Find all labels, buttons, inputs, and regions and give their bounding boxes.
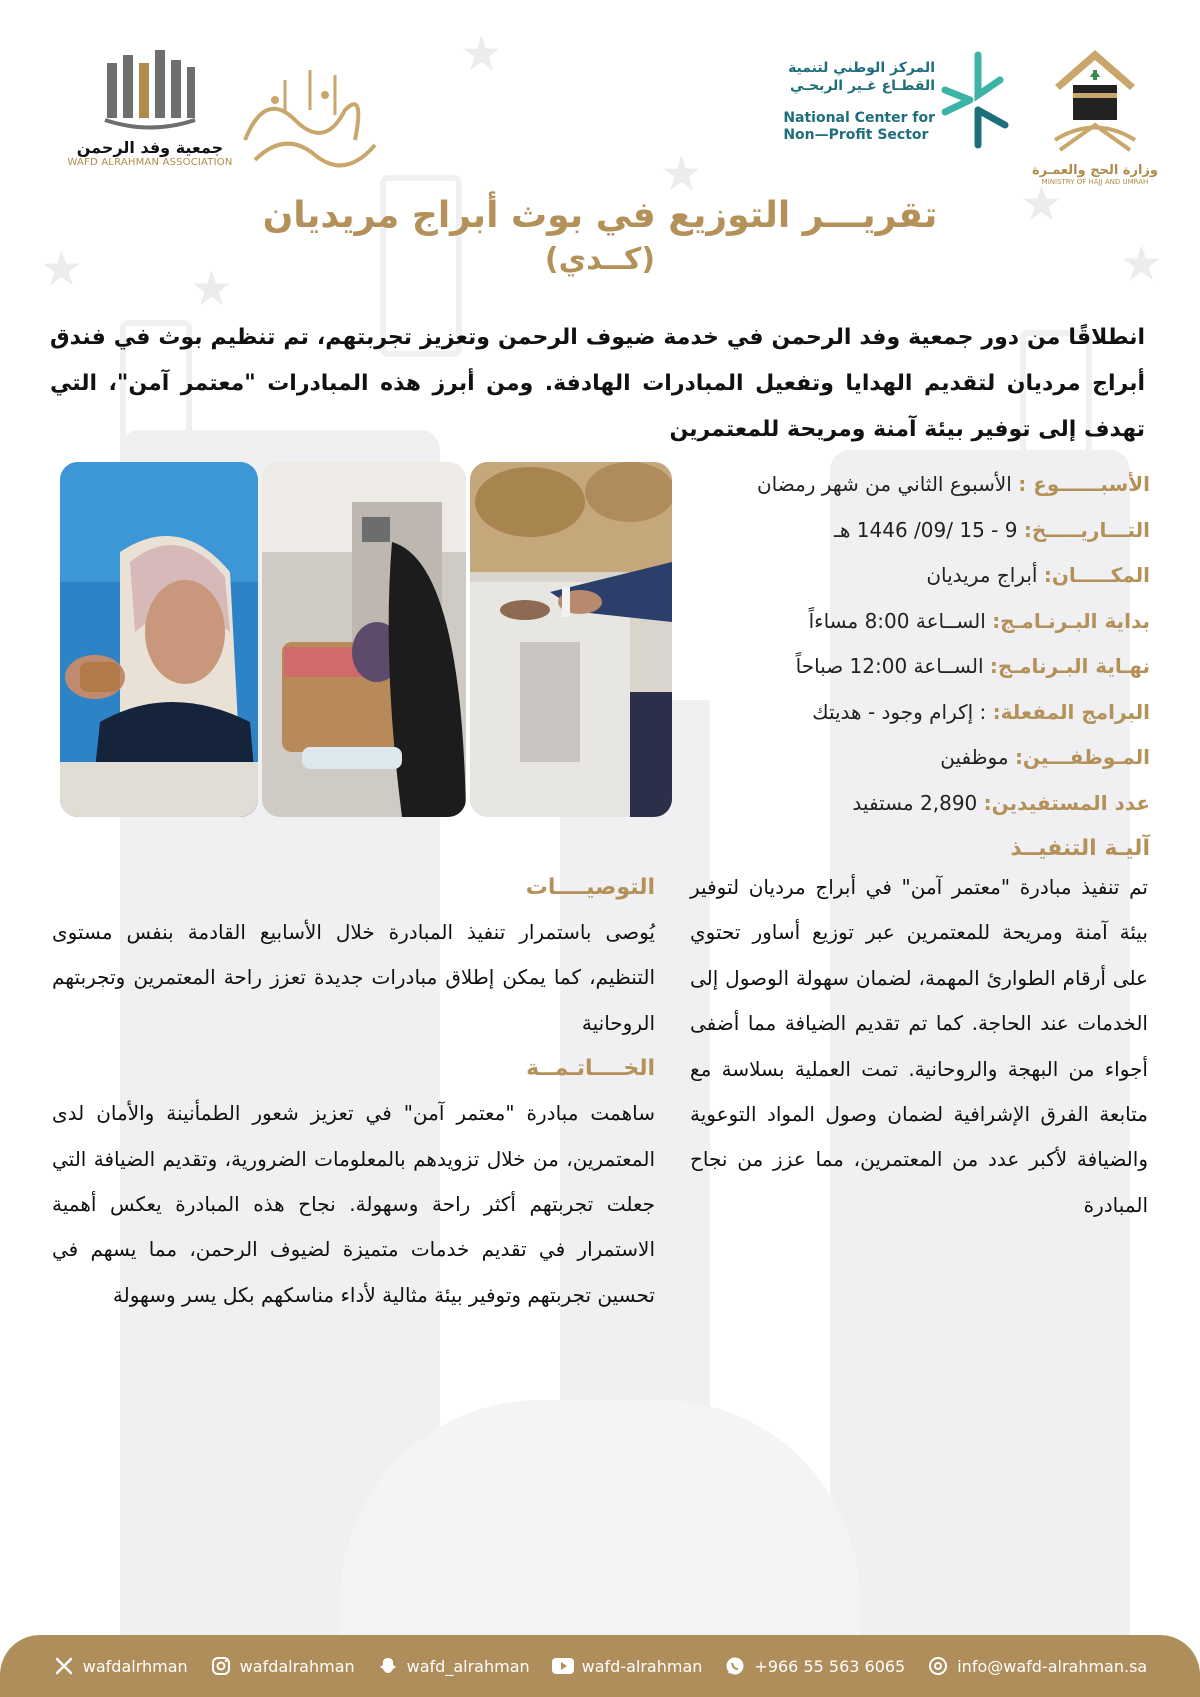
ministry-hajj-umrah-logo [1015, 45, 1175, 195]
info-value: : إكرام وجود - هديتك [812, 699, 987, 724]
ncnp-arabic-name: المركز الوطني لتنمية القطـاع غـير الربحـي [788, 60, 935, 94]
info-label: بداية البـرنـامـج: [992, 608, 1150, 633]
info-row-staff [690, 735, 1150, 781]
conclusion-text: ساهمت مبادرة "معتمر آمن" في تعزيز شعور الطمأنينة والأمان لدى المعتمرين، من خلال تزويدهم بالمعلومات الضرورية، وتقديم الضيافة التي جعلت تجربتهم أكثر راحة وسهولة. نجاح هذه المبادرة يعكس أهمية الاستمرار في تقديم خدمات متميزة لضيوف الرحمن، مما يسهم في تحسين تجربتهم وتوفير بيئة مثالية لأداء مناسكهم بكل يسر وسهولة [52, 1101, 655, 1307]
whatsapp-icon [724, 1655, 746, 1677]
info-row-beneficiaries [690, 781, 1150, 827]
instagram-icon [210, 1655, 232, 1677]
national-center-non-profit-logo [740, 50, 1020, 160]
info-label: البرامج المفعلة: [992, 699, 1150, 724]
footer-snapchat[interactable] [377, 1655, 530, 1677]
info-value: الســاعة 8:00 مساءاً [808, 608, 986, 633]
mechanism-text: تم تنفيذ مبادرة "معتمر آمن" في أبراج مرديان لتوفير بيئة آمنة ومريحة للمعتمرين عبر توزيع أساور تحتوي على أرقام الطوارئ المهمة، لضمان سهولة الوصول إلى الخدمات عند الحاجة. كما تم تقديم الضيافة مما أضفى أجواء من البهجة والروحانية. تمت العملية بسلاسة مع متابعة الفرق الإشرافية لضمان وصول المواد التوعوية والضيافة لأكبر عدد من المعتمرين، مما عزز من نجاح المبادرة [690, 875, 1148, 1217]
info-value: 9 - 15 /09/ 1446 هـ [834, 517, 1018, 542]
photo-pilgrim-woman [60, 462, 258, 817]
footer-email-text: info@wafd-alrahman.sa [957, 1656, 1148, 1676]
recommendations-conclusion-section [52, 865, 655, 1318]
info-row-date [690, 508, 1150, 554]
event-info-list [690, 462, 1150, 872]
info-label: المـوظفـــين: [1014, 745, 1150, 769]
snapchat-icon [377, 1655, 399, 1677]
info-value: موظفين [940, 745, 1009, 769]
wafd-logo-mark-icon [95, 45, 205, 130]
info-label: نهـاية البـرنامـج: [989, 654, 1150, 678]
info-label: التـــاريـــــخ: [1023, 517, 1150, 542]
info-row-week [690, 462, 1150, 508]
footer-email[interactable] [927, 1655, 1147, 1677]
footer-instagram-text: wafdalrahman [239, 1656, 355, 1676]
report-title: تقريـــر التوزيع في بوث أبراج مريديان [262, 195, 938, 236]
info-label: المكـــــان: [1043, 563, 1150, 587]
info-value: الأسبوع الثاني من شهر رمضان [756, 472, 1012, 496]
youtube-icon [552, 1655, 574, 1677]
info-value: 2,890 مستفيد [852, 790, 978, 815]
info-row-location [690, 553, 1150, 599]
photo-gallery [60, 462, 672, 817]
info-label: عدد المستفيدين: [983, 790, 1150, 815]
recommendations-heading: التوصيــــات [525, 875, 655, 900]
info-label: الأسبــــــوع : [1018, 472, 1150, 496]
mechanism-section [690, 865, 1148, 1228]
ministry-arabic-name: وزارة الحج والعمـرة [1032, 163, 1158, 178]
report-title-block [0, 195, 1200, 277]
photo-bracelet [470, 462, 672, 817]
photo-booth-table [262, 462, 466, 817]
intro-paragraph: انطلاقًا من دور جمعية وفد الرحمن في خدمة ضيوف الرحمن وتعزيز تجربتهم، تم تنظيم بوث في فندق أبراج مرديان لتقديم الهدايا وتفعيل المبادرات الهادفة. ومن أبرز هذه المبادرات "معتمر آمن"، التي تهدف إلى توفير بيئة آمنة ومريحة للمعتمرين [50, 325, 1145, 442]
wafd-logo-english: WAFD ALRAHMAN ASSOCIATION [67, 157, 233, 168]
footer-youtube[interactable] [552, 1655, 703, 1677]
report-subtitle: (كــدي) [544, 242, 656, 277]
footer-youtube-text: wafd-alrahman [581, 1656, 703, 1676]
info-row-programs [690, 690, 1150, 736]
footer-contact-bar [0, 1635, 1200, 1697]
header [40, 30, 1160, 190]
mechanism-heading: آليـة التنفيــذ [1010, 836, 1150, 861]
footer-twitter-text: wafdalrhman [82, 1656, 188, 1676]
at-icon [927, 1655, 949, 1677]
ncnp-mark-icon [940, 50, 1020, 150]
footer-twitter[interactable] [53, 1655, 188, 1677]
ncnp-english-name: National Center for Non—Profit Sector [783, 110, 935, 143]
x-twitter-icon [53, 1655, 75, 1677]
footer-snapchat-text: wafd_alrahman [406, 1656, 530, 1676]
info-row-start [690, 599, 1150, 645]
ramadan-mubarak-calligraphy [215, 50, 385, 180]
background-decoration: ★ ★ ★ ★ ★ ★ [0, 0, 1200, 1697]
conclusion-heading: الخــــاتـمــة [526, 1056, 655, 1082]
ministry-english-name: MINISTRY OF HAJJ AND UMRAH [1041, 178, 1149, 186]
wafd-logo-arabic: جمعية وفد الرحمن [76, 138, 224, 157]
footer-whatsapp-text: +966 55 563 6065 [754, 1656, 906, 1676]
info-row-end [690, 644, 1150, 690]
recommendations-text: يُوصى باستمرار تنفيذ المبادرة خلال الأسابيع القادمة بنفس مستوى التنظيم، كما يمكن إطلاق مبادرات جديدة تعزز راحة المعتمرين وتجربتهم الروحانية [52, 920, 655, 1035]
info-value: الســاعة 12:00 صباحاً [795, 654, 984, 678]
footer-whatsapp[interactable] [724, 1655, 905, 1677]
info-value: أبراج مريديان [926, 563, 1038, 587]
footer-instagram[interactable] [210, 1655, 355, 1677]
kaaba-mosque-icon [1035, 45, 1155, 155]
